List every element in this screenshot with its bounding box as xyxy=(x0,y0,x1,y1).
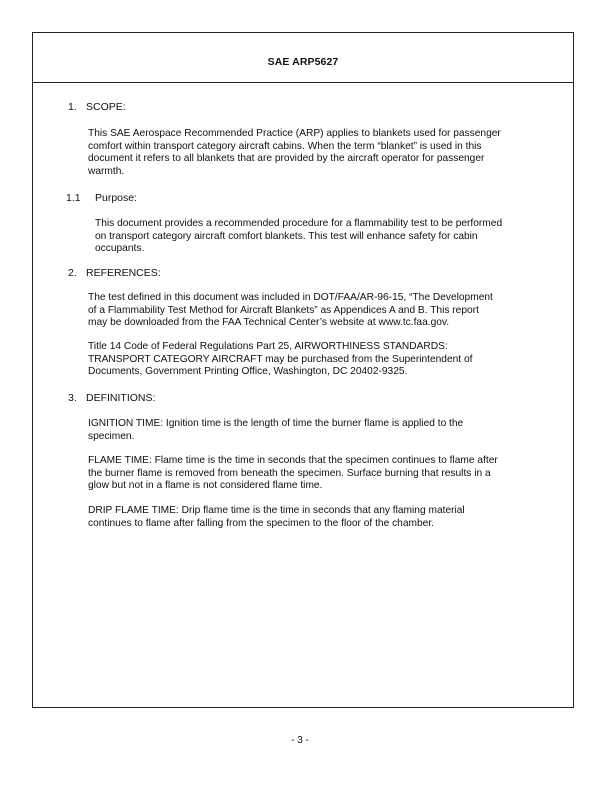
paragraph-line: may be downloaded from the FAA Technical Center’s website at www.tc.faa.gov. xyxy=(88,317,450,329)
section-number: 2. xyxy=(68,267,77,279)
paragraph-line: This SAE Aerospace Recommended Practice (ARP) applies to blankets used for passenger xyxy=(88,128,501,139)
references-paragraph-1 xyxy=(88,292,493,330)
paragraph-line: Documents, Government Printing Office, Washington, DC 20402-9325. xyxy=(88,366,408,378)
section-number: 1. xyxy=(68,101,77,113)
paragraph-line: of a Flammability Test Method for Aircraft Blankets” as Appendices A and B. This report xyxy=(88,304,479,316)
scope-paragraph xyxy=(88,128,501,178)
purpose-paragraph xyxy=(95,218,502,256)
references-paragraph-2 xyxy=(88,341,472,379)
paragraph-line: occupants. xyxy=(95,243,145,255)
section-title: DEFINITIONS: xyxy=(86,392,156,404)
section-number: 3. xyxy=(68,392,77,404)
paragraph-line: Title 14 Code of Federal Regulations Part 25, AIRWORTHINESS STANDARDS: xyxy=(88,341,448,352)
paragraph-line: on transport category aircraft comfort blankets. This test will enhance safety for cabin xyxy=(95,230,478,242)
paragraph-line: comfort within transport category aircraft cabins. When the term “blanket” is used in this xyxy=(88,140,482,152)
page-number: - 3 - xyxy=(291,735,309,746)
document-id-title: SAE ARP5627 xyxy=(267,56,339,68)
definition-ignition-time xyxy=(88,418,463,443)
paragraph-line: DRIP FLAME TIME: Drip flame time is the time in seconds that any flaming material xyxy=(88,505,465,516)
paragraph-line: This document provides a recommended procedure for a flammability test to be performed xyxy=(95,218,503,229)
paragraph-line: glow but not in a flame is not considered flame time. xyxy=(88,480,323,492)
paragraph-line: IGNITION TIME: Ignition time is the length of time the burner flame is applied to the xyxy=(88,418,464,429)
paragraph-line: TRANSPORT CATEGORY AIRCRAFT may be purchased from the Superintendent of xyxy=(88,353,473,365)
section-number: 1.1 xyxy=(66,192,81,204)
section-title: REFERENCES: xyxy=(86,267,161,279)
paragraph-line: the burner flame is removed from beneath the specimen. Surface burning that results in a xyxy=(88,467,491,479)
paragraph-line: FLAME TIME: Flame time is the time in seconds that the specimen continues to flame after xyxy=(88,455,498,466)
paragraph-line: warmth. xyxy=(88,165,125,177)
section-title: SCOPE: xyxy=(86,101,126,113)
definition-flame-time xyxy=(88,455,498,493)
paragraph-line: continues to flame after falling from the specimen to the floor of the chamber. xyxy=(88,517,434,529)
header-band xyxy=(33,33,573,83)
definition-drip-flame-time xyxy=(88,505,465,530)
section-title: Purpose: xyxy=(95,192,138,204)
paragraph-line: document it refers to all blankets that are provided by the aircraft operator for passenger xyxy=(88,153,485,165)
paragraph-line: specimen. xyxy=(88,430,135,442)
paragraph-line: The test defined in this document was included in DOT/FAA/AR-96-15, “The Development xyxy=(88,292,493,303)
